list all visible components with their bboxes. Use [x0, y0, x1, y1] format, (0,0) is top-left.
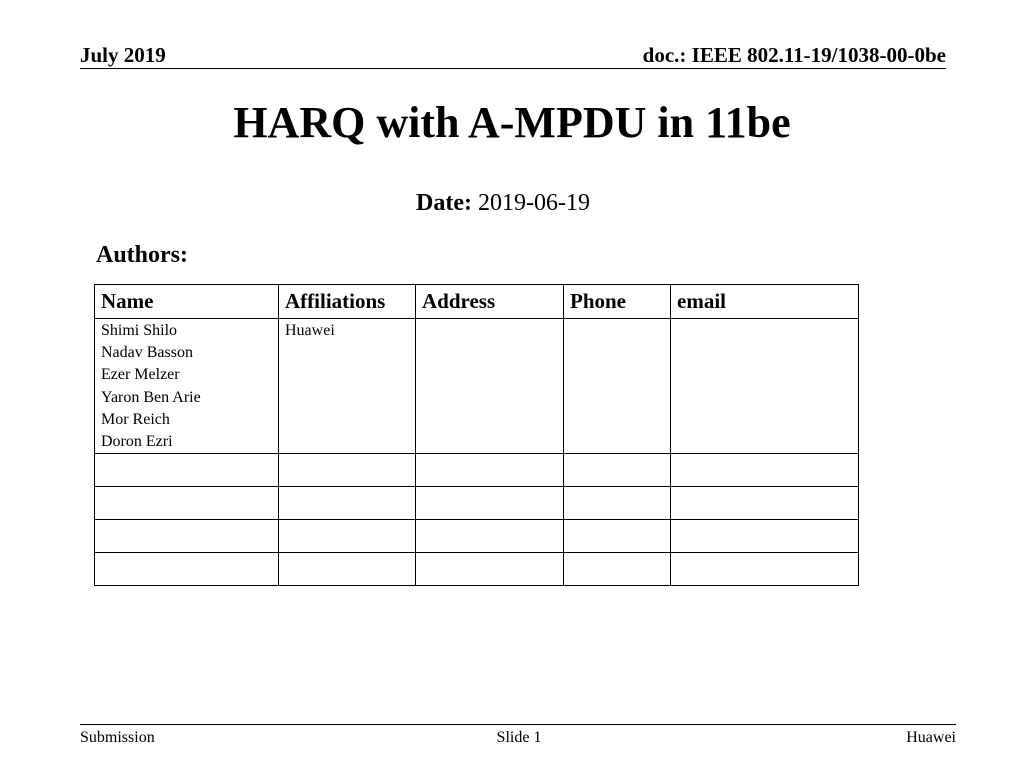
header-divider [80, 68, 946, 69]
empty-cell [279, 487, 416, 520]
empty-cell [416, 520, 564, 553]
empty-cell [564, 454, 671, 487]
address-cell [416, 319, 564, 454]
header-affiliations: Affiliations [279, 285, 416, 319]
empty-cell [671, 553, 859, 586]
author-name: Nadav Basson [101, 344, 193, 362]
footer-divider [80, 724, 956, 725]
empty-cell [564, 553, 671, 586]
empty-cell [279, 520, 416, 553]
authors-table [94, 284, 859, 586]
date-label: Date: [416, 190, 472, 216]
email-cell [671, 319, 859, 454]
author-name: Yaron Ben Arie [101, 388, 201, 406]
date-value: 2019-06-19 [477, 190, 590, 216]
table-row [95, 487, 859, 520]
affiliation-cell: Huawei [279, 319, 416, 454]
header-doc-id: doc.: IEEE 802.11-19/1038-00-0be [642, 43, 946, 67]
empty-cell [279, 553, 416, 586]
empty-cell [95, 553, 279, 586]
footer-slide-number: Slide 1 [496, 729, 542, 746]
author-name: Doron Ezri [101, 433, 173, 451]
table-row [95, 553, 859, 586]
empty-cell [279, 454, 416, 487]
table-row [95, 319, 859, 454]
table-row [95, 520, 859, 553]
author-name: Ezer Melzer [101, 366, 180, 384]
footer-organization: Huawei [906, 729, 956, 746]
header-date: July 2019 [80, 43, 166, 67]
empty-cell [564, 520, 671, 553]
empty-cell [416, 553, 564, 586]
author-name: Mor Reich [101, 410, 170, 428]
empty-cell [671, 520, 859, 553]
empty-cell [416, 454, 564, 487]
header-address: Address [416, 285, 564, 319]
empty-cell [564, 487, 671, 520]
author-name: Shimi Shilo [101, 322, 178, 339]
header-name: Name [95, 285, 279, 319]
header-email: email [671, 285, 859, 319]
date-line [0, 188, 1006, 218]
empty-cell [95, 520, 279, 553]
empty-cell [95, 487, 279, 520]
header-phone: Phone [564, 285, 671, 319]
table-row [95, 454, 859, 487]
footer-submission: Submission [80, 729, 155, 746]
phone-cell [564, 319, 671, 454]
empty-cell [95, 454, 279, 487]
author-names-cell [95, 319, 279, 454]
empty-cell [416, 487, 564, 520]
authors-label: Authors: [96, 242, 189, 268]
empty-cell [671, 454, 859, 487]
slide-title: HARQ with A-MPDU in 11be [233, 98, 791, 147]
table-header-row [95, 285, 859, 319]
empty-cell [671, 487, 859, 520]
